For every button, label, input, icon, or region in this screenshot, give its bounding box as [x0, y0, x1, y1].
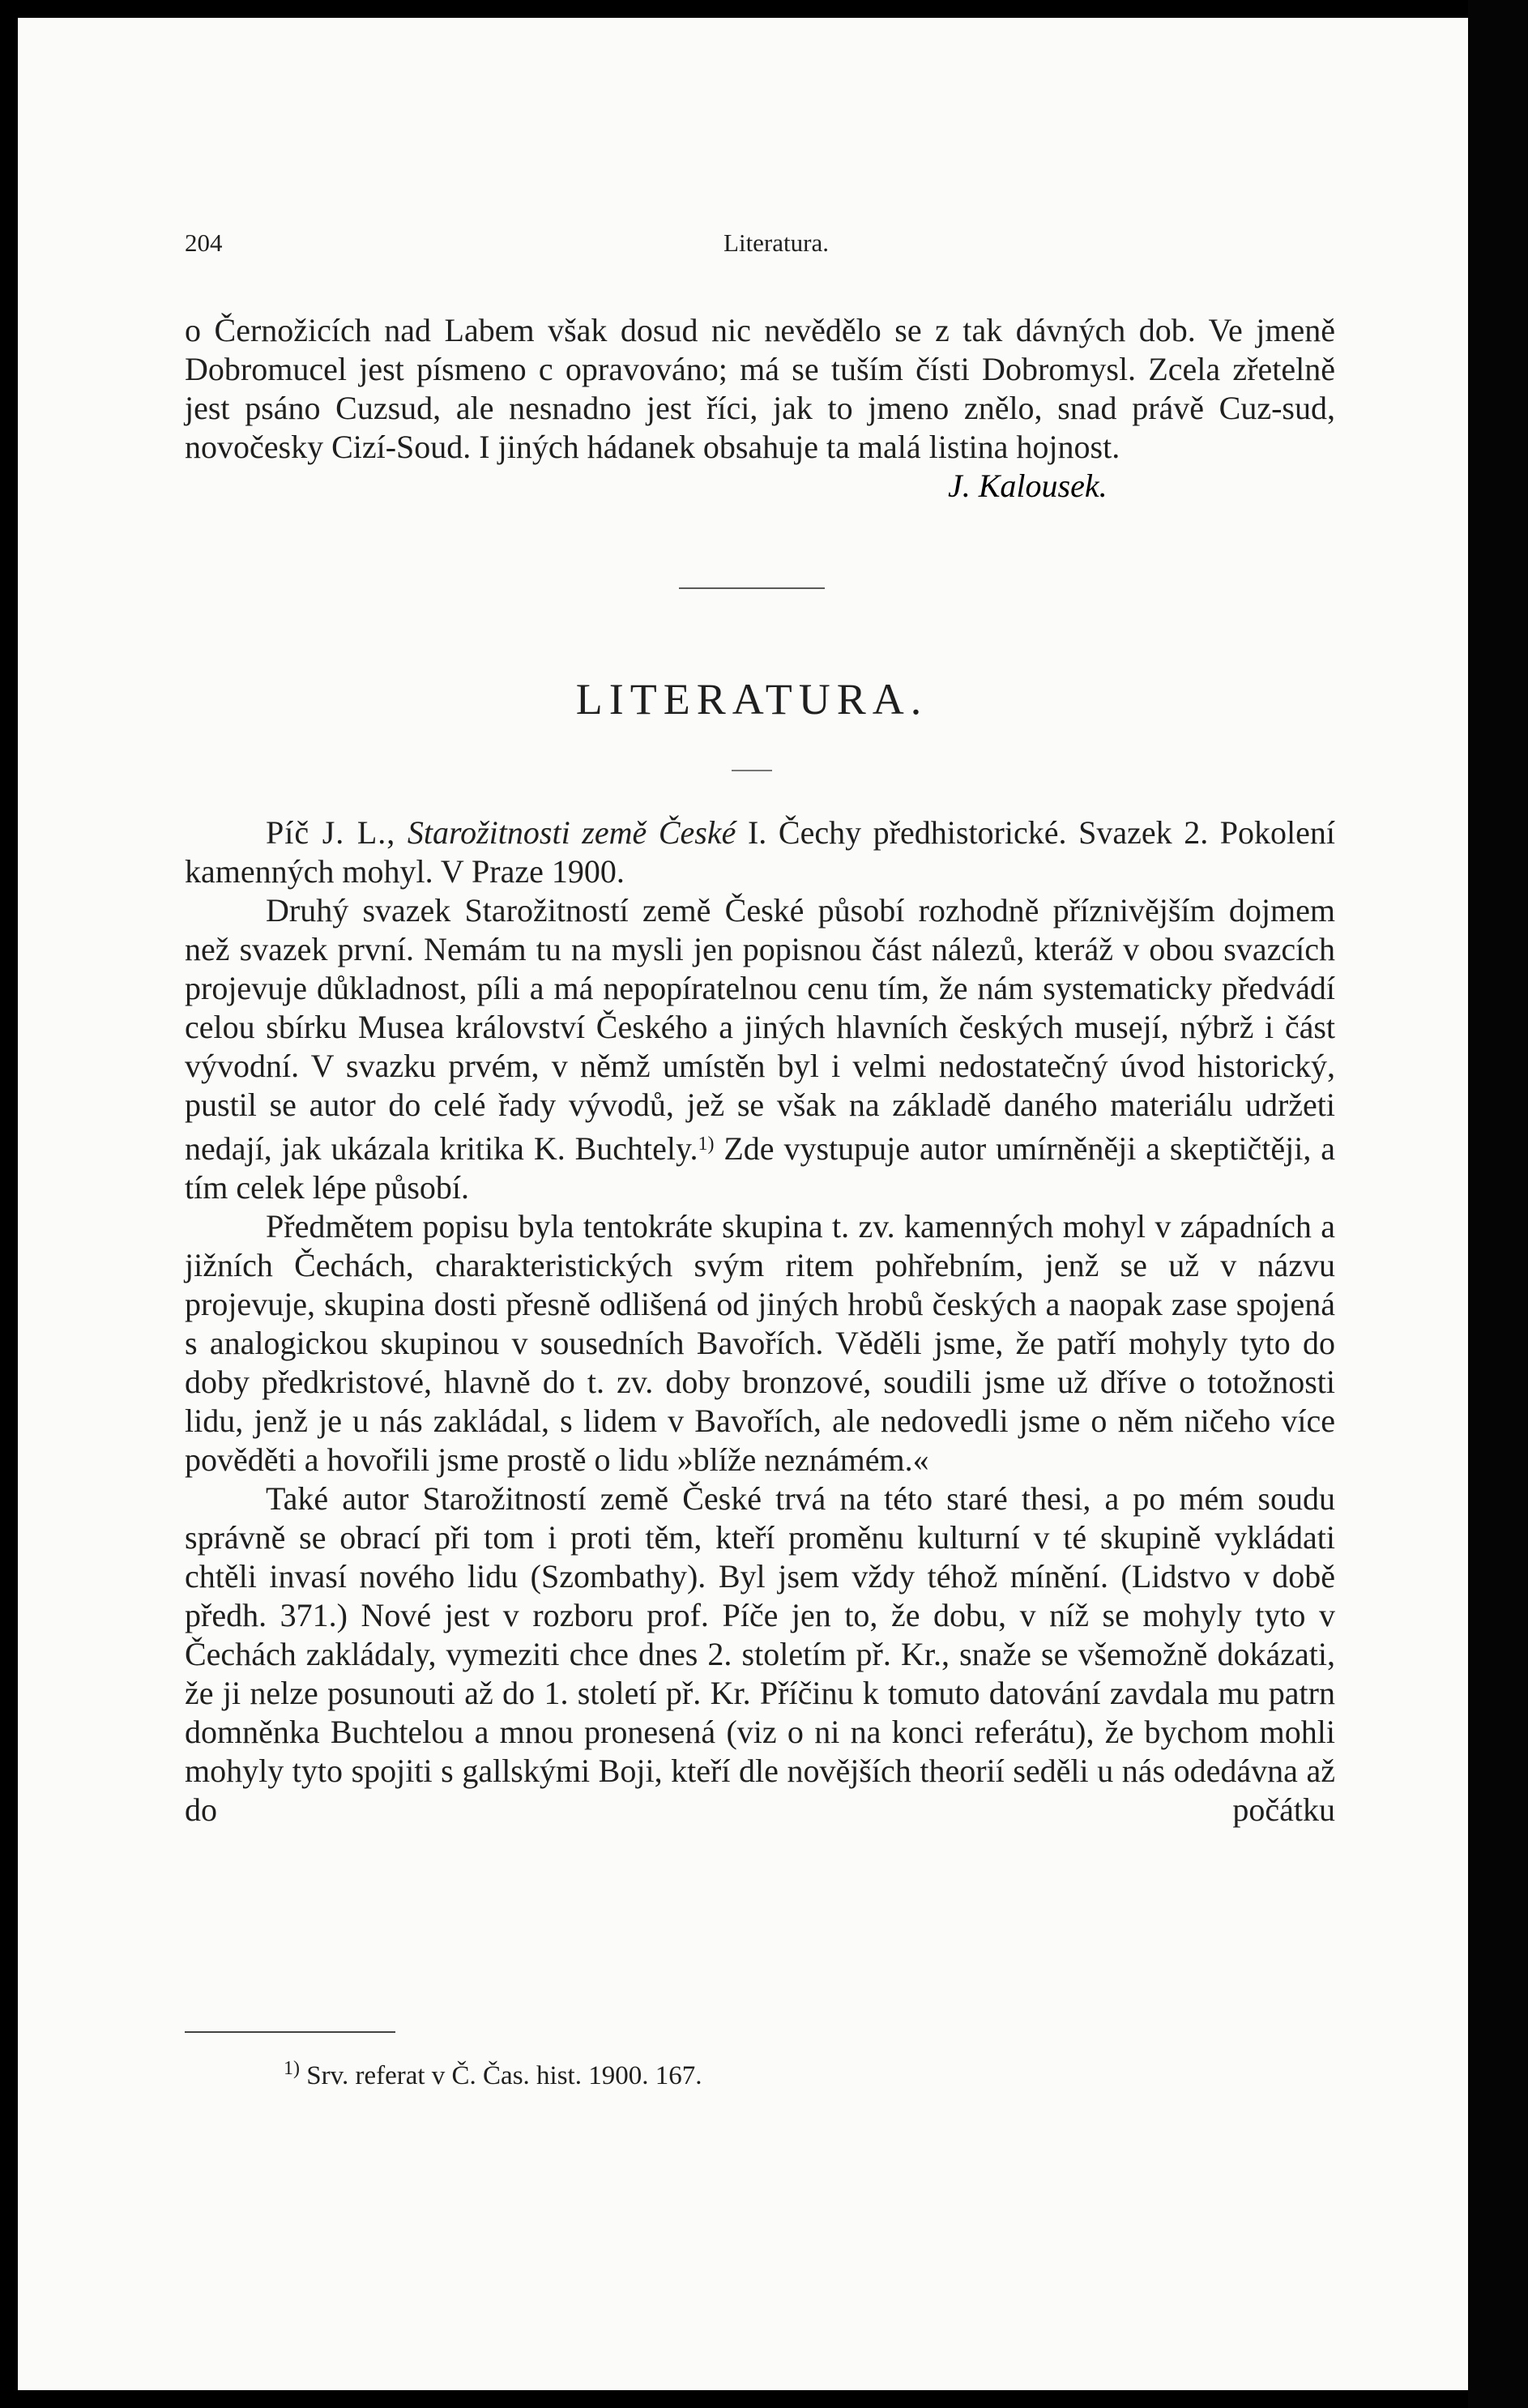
footnote-reference: 1) — [698, 1134, 715, 1155]
review-paragraph-1-text: Druhý svazek Starožitností země České působí rozhodně příznivějším dojmem než svazek první. Nemám tu na mysli jen popisnou část nálezů, kteráž v obou svazcích projevuje důkladnost, píli a má nepopíratelnou cenu tím, že nám systematicky předvádí celou sbírku Musea království Českého a jiných hlavních českých musejí, nýbrž i část vývodní. V svazku prvém, v němž umístěn byl i velmi nedostatečný úvod historický, pustil se autor do celé řady vývodů, jež se však na základě daného materiálu udržeti nedají, jak ukázala kritika K. Buchtely. — [185, 892, 1335, 1167]
review-paragraph-1-end: Zde vystupuje autor umírněněji a skeptičtěji, a tím celek lépe působí. — [185, 1130, 1335, 1206]
citation-author: Píč J. L., — [266, 814, 396, 851]
citation-details: I. Čechy předhistorické. Svazek 2. Pokolení kamenných mohyl. V Praze 1900. — [185, 814, 1336, 890]
signature: J. Kalousek. — [948, 468, 1108, 504]
footnote-marker: 1) — [284, 2058, 300, 2079]
review-paragraph-3: Také autor Starožitností země České trvá na této staré thesi, a po mém soudu správně se obrací při tom i proti těm, kteří proměnu kulturní v té skupině vykládati chtěli invasí nového lidu (Szombathy). Byl jsem vždy téhož mínění. (Lidstvo v době předh. 371.) Nové jest v rozboru prof. Píče jen to, že dobu, v níž se mohyly tyto v Čechách zakládaly, vymeziti chce dnes 2. stoletím př. Kr., snaže se všemožně dokázati, že ji nelze posunouti až do 1. století př. Kr. Příčinu k tomuto datování zavdala mu patrn domněnka Buchtelou a mnou pronesená (viz o ni na konci referátu), že bychom mohli mohyly tyto spojiti s gallskými Boji, kteří dle novějších theorií seděli u nás odedávna až do počátku — [185, 1480, 1335, 1828]
review-block — [185, 813, 1335, 1829]
review-paragraph-2: Předmětem popisu byla tentokráte skupina t. zv. kamenných mohyl v západních a jižních Čechách, charakteristických svým ritem pohřebním, jenž se už v názvu projevuje, skupina dosti přesně odlišená od jiných hrobů českých a naopak zase spojená s analogickou skupinou v sousedních Bavořích. Věděli jsme, že patří mohyly tyto do doby předkristové, hlavně do t. zv. doby bronzové, soudili jsme už dříve o totožnosti lidu, jenž je u nás zakládal, s lidem v Bavořích, ale nedovedli jsme o něm ničeho více pověděti a hovořili jsme prostě o lidu »blíže neznámém.« — [185, 1208, 1335, 1478]
page-header — [185, 228, 1335, 269]
intro-text-block — [185, 311, 1335, 467]
citation-title: Starožitnosti země České — [407, 814, 736, 851]
review-citation — [185, 813, 1335, 891]
footnote-divider — [185, 2031, 395, 2033]
footnote — [284, 2052, 1013, 2092]
page-number: 204 — [185, 228, 223, 257]
review-paragraph-1 — [185, 891, 1335, 1207]
running-title: Literatura. — [723, 228, 829, 257]
heading-underline — [732, 770, 772, 771]
intro-paragraph: o Černožicích nad Labem však dosud nic nevědělo se z tak dávných dob. Ve jmeně Dobromucel jest písmeno c opravováno; má se tuším čísti Dobromysl. Zcela zřetelně jest psáno Cuzsud, ale nesnadno jest říci, jak to jmeno znělo, snad právě Cuz-sud, novočesky Cizí-Soud. I jiných hádanek obsahuje ta malá listina hojnost. — [185, 312, 1335, 465]
section-heading: LITERATURA. — [575, 675, 928, 724]
section-divider — [679, 587, 825, 589]
footnote-text: Srv. referat v Č. Čas. hist. 1900. 167. — [306, 2061, 702, 2090]
scan-border — [1468, 0, 1528, 2408]
